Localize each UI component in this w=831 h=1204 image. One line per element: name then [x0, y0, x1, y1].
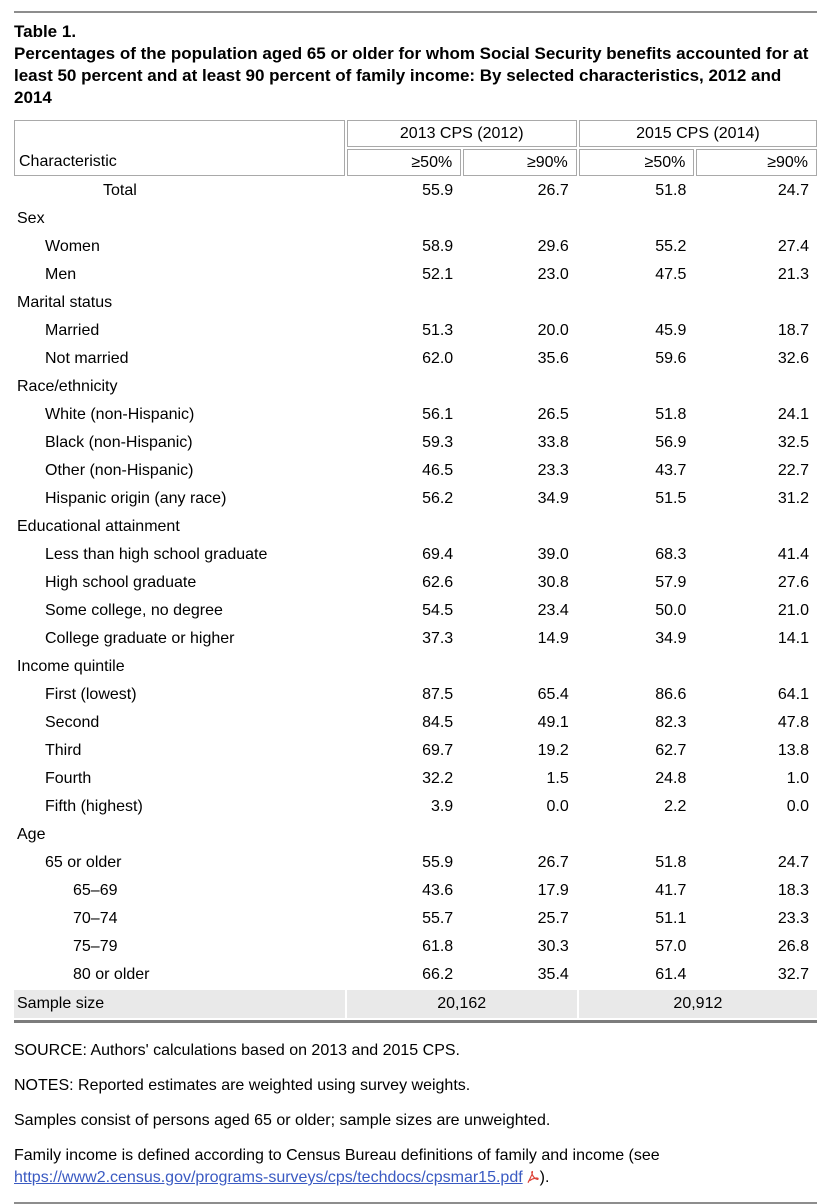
row-label: 80 or older [73, 966, 150, 983]
page-title: Percentages of the population aged 65 or older for whom Social Security benefits accounted for at least 50 percent and at least 90 percent of family income: By selected characteristics, 2012 and 2014 [14, 44, 809, 107]
row-value [696, 654, 817, 680]
row-value: 55.7 [422, 910, 454, 927]
row-value [347, 206, 462, 232]
row-value: 24.8 [655, 770, 687, 787]
table-row [14, 906, 817, 932]
row-value [463, 514, 577, 540]
row-value: 62.6 [422, 574, 454, 591]
row-label: Some college, no degree [45, 602, 223, 619]
table-bottom-rule [14, 1020, 817, 1023]
row-value: 62.0 [422, 350, 454, 367]
row-value: 55.9 [422, 182, 454, 199]
row-value: 87.5 [422, 686, 454, 703]
row-value: 23.3 [777, 910, 809, 927]
row-value: 32.6 [777, 350, 809, 367]
row-label: 65 or older [45, 854, 122, 871]
subheader-2013-50pct: ≥50% [347, 149, 462, 176]
table-row [14, 766, 817, 792]
row-label: High school graduate [45, 574, 197, 591]
row-value [579, 654, 695, 680]
row-value: 35.6 [537, 350, 569, 367]
row-value: 37.3 [422, 630, 454, 647]
row-value: 18.3 [777, 882, 809, 899]
row-value [696, 822, 817, 848]
group-header-2013-cps: 2013 CPS (2012) [347, 120, 577, 147]
row-value: 51.8 [655, 854, 687, 871]
table-row [14, 570, 817, 596]
row-value: 3.9 [430, 798, 454, 815]
row-label: Men [45, 266, 77, 283]
footnotes [14, 1040, 817, 1189]
row-value: 14.1 [777, 630, 809, 647]
row-label: Black (non-Hispanic) [45, 434, 193, 451]
table-row [14, 822, 817, 848]
row-value: 82.3 [655, 714, 687, 731]
row-value: 51.1 [655, 910, 687, 927]
row-value: 57.0 [655, 938, 687, 955]
row-value: 30.8 [537, 574, 569, 591]
row-value: 29.6 [537, 238, 569, 255]
row-value: 25.7 [537, 910, 569, 927]
row-value: 65.4 [537, 686, 569, 703]
row-value: 50.0 [655, 602, 687, 619]
row-label: 70–74 [73, 910, 118, 927]
row-value: 33.8 [537, 434, 569, 451]
row-value: 43.7 [655, 462, 687, 479]
row-value: 32.2 [422, 770, 454, 787]
row-value [347, 374, 462, 400]
row-value [463, 654, 577, 680]
table-row [14, 962, 817, 988]
table-row [14, 850, 817, 876]
row-label: 75–79 [73, 938, 118, 955]
row-label: Married [45, 322, 100, 339]
footnote-family-income-suffix: ). [539, 1169, 550, 1186]
row-value: 69.7 [422, 742, 454, 759]
row-value: 49.1 [537, 714, 569, 731]
table-row [14, 682, 817, 708]
row-value: 13.8 [777, 742, 809, 759]
row-value [696, 374, 817, 400]
row-value: 1.5 [546, 770, 569, 787]
footnote-source: SOURCE: Authors' calculations based on 2013 and 2015 CPS. [14, 1042, 460, 1059]
row-value [463, 822, 577, 848]
row-value [579, 374, 695, 400]
row-value: 51.5 [655, 490, 687, 507]
row-label: College graduate or higher [45, 630, 235, 647]
row-value: 32.7 [777, 966, 809, 983]
table-row [14, 486, 817, 512]
row-value: 2.2 [664, 798, 687, 815]
row-value [463, 374, 577, 400]
footnote-notes: NOTES: Reported estimates are weighted using survey weights. [14, 1077, 471, 1094]
table-row [14, 710, 817, 736]
row-label: Other (non-Hispanic) [45, 462, 194, 479]
row-value: 23.4 [537, 602, 569, 619]
row-value: 64.1 [777, 686, 809, 703]
table-row [14, 514, 817, 540]
row-value: 51.3 [422, 322, 454, 339]
row-value: 51.8 [655, 182, 687, 199]
row-value: 61.4 [655, 966, 687, 983]
row-value: 20.0 [537, 322, 569, 339]
footnote-family-income-prefix: Family income is defined according to Census Bureau definitions of family and income (see [14, 1147, 660, 1164]
row-value: 34.9 [655, 630, 687, 647]
table-row [14, 318, 817, 344]
table-row [14, 598, 817, 624]
row-value: 26.7 [537, 854, 569, 871]
row-value [347, 514, 462, 540]
row-value: 41.4 [777, 546, 809, 563]
row-label: Income quintile [17, 658, 125, 675]
row-value [463, 206, 577, 232]
table-body [14, 178, 817, 988]
row-label: White (non-Hispanic) [45, 406, 195, 423]
group-header-2015-cps: 2015 CPS (2014) [579, 120, 817, 147]
row-value [347, 290, 462, 316]
row-value: 61.8 [422, 938, 454, 955]
row-value: 14.9 [537, 630, 569, 647]
row-value: 59.6 [655, 350, 687, 367]
row-value: 22.7 [777, 462, 809, 479]
row-value: 26.8 [777, 938, 809, 955]
row-value: 26.7 [537, 182, 569, 199]
row-value: 54.5 [422, 602, 454, 619]
row-label: Hispanic origin (any race) [45, 490, 227, 507]
row-value [579, 514, 695, 540]
table-row [14, 458, 817, 484]
row-value: 46.5 [422, 462, 454, 479]
table-row [14, 290, 817, 316]
table-row [14, 402, 817, 428]
table-row [14, 738, 817, 764]
sample-size-label: Sample size [14, 990, 345, 1018]
row-value: 32.5 [777, 434, 809, 451]
row-value: 56.9 [655, 434, 687, 451]
row-label: Not married [45, 350, 129, 367]
row-value: 17.9 [537, 882, 569, 899]
row-value: 58.9 [422, 238, 454, 255]
row-label: Sex [17, 210, 45, 227]
pdf-icon [526, 1170, 540, 1184]
sample-size-2013: 20,162 [347, 990, 577, 1018]
row-value [579, 290, 695, 316]
row-value: 51.8 [655, 406, 687, 423]
sample-size-row [14, 990, 817, 1018]
row-value [463, 290, 577, 316]
row-label: Fifth (highest) [45, 798, 143, 815]
top-rule [14, 11, 817, 13]
row-value: 18.7 [777, 322, 809, 339]
table-row [14, 430, 817, 456]
row-value [696, 290, 817, 316]
table-row [14, 374, 817, 400]
subheader-2013-90pct: ≥90% [463, 149, 577, 176]
row-label: First (lowest) [45, 686, 137, 703]
row-value: 56.1 [422, 406, 454, 423]
row-value: 57.9 [655, 574, 687, 591]
row-label: Women [45, 238, 100, 255]
row-label: Age [17, 826, 46, 843]
cpsmar15-pdf-link[interactable]: https://www2.census.gov/programs-surveys/cps/techdocs/cpsmar15.pdf [14, 1169, 523, 1186]
row-label: Fourth [45, 770, 92, 787]
subheader-2015-50pct: ≥50% [579, 149, 695, 176]
table-row [14, 542, 817, 568]
table-row [14, 178, 817, 204]
row-value [579, 206, 695, 232]
table-row [14, 794, 817, 820]
row-value: 27.4 [777, 238, 809, 255]
row-value: 55.9 [422, 854, 454, 871]
row-value: 62.7 [655, 742, 687, 759]
row-value: 23.0 [537, 266, 569, 283]
row-value: 68.3 [655, 546, 687, 563]
table-row [14, 346, 817, 372]
row-value: 24.1 [777, 406, 809, 423]
table-row [14, 654, 817, 680]
footnote-family-income [14, 1145, 817, 1189]
row-value: 21.3 [777, 266, 809, 283]
row-value [696, 514, 817, 540]
table-row [14, 934, 817, 960]
row-value: 84.5 [422, 714, 454, 731]
row-value: 59.3 [422, 434, 454, 451]
row-value [696, 206, 817, 232]
table-row [14, 878, 817, 904]
row-value: 41.7 [655, 882, 687, 899]
row-value: 0.0 [546, 798, 569, 815]
row-value: 47.5 [655, 266, 687, 283]
row-value: 19.2 [537, 742, 569, 759]
row-value: 24.7 [777, 854, 809, 871]
row-value: 43.6 [422, 882, 454, 899]
row-value: 66.2 [422, 966, 454, 983]
row-value [579, 822, 695, 848]
row-value: 47.8 [777, 714, 809, 731]
row-label: 65–69 [73, 882, 118, 899]
row-label: Race/ethnicity [17, 378, 118, 395]
table-row [14, 234, 817, 260]
table-row [14, 206, 817, 232]
row-value: 52.1 [422, 266, 454, 283]
row-value: 69.4 [422, 546, 454, 563]
characteristic-column-header: Characteristic [14, 120, 345, 176]
row-value: 21.0 [777, 602, 809, 619]
row-label: Third [45, 742, 82, 759]
table-row [14, 262, 817, 288]
row-value: 0.0 [786, 798, 809, 815]
row-value [347, 654, 462, 680]
row-value: 24.7 [777, 182, 809, 199]
row-label: Second [45, 714, 100, 731]
sample-size-2015: 20,912 [579, 990, 817, 1018]
row-label: Total [103, 182, 137, 199]
row-value [347, 822, 462, 848]
table-row [14, 626, 817, 652]
table-header [14, 120, 817, 176]
row-label: Marital status [17, 294, 113, 311]
row-value: 27.6 [777, 574, 809, 591]
row-value: 34.9 [537, 490, 569, 507]
row-value: 30.3 [537, 938, 569, 955]
row-value: 55.2 [655, 238, 687, 255]
row-value: 86.6 [655, 686, 687, 703]
row-value: 56.2 [422, 490, 454, 507]
row-value: 31.2 [777, 490, 809, 507]
row-label: Less than high school graduate [45, 546, 268, 563]
row-value: 39.0 [537, 546, 569, 563]
row-value: 26.5 [537, 406, 569, 423]
row-value: 35.4 [537, 966, 569, 983]
row-value: 45.9 [655, 322, 687, 339]
row-value: 1.0 [786, 770, 809, 787]
subheader-2015-90pct: ≥90% [696, 149, 817, 176]
row-value: 23.3 [537, 462, 569, 479]
table-footer [14, 990, 817, 1018]
statistics-table [12, 118, 819, 1020]
table-label: Table 1. [14, 22, 77, 41]
footnote-samples: Samples consist of persons aged 65 or older; sample sizes are unweighted. [14, 1112, 551, 1129]
row-label: Educational attainment [17, 518, 180, 535]
